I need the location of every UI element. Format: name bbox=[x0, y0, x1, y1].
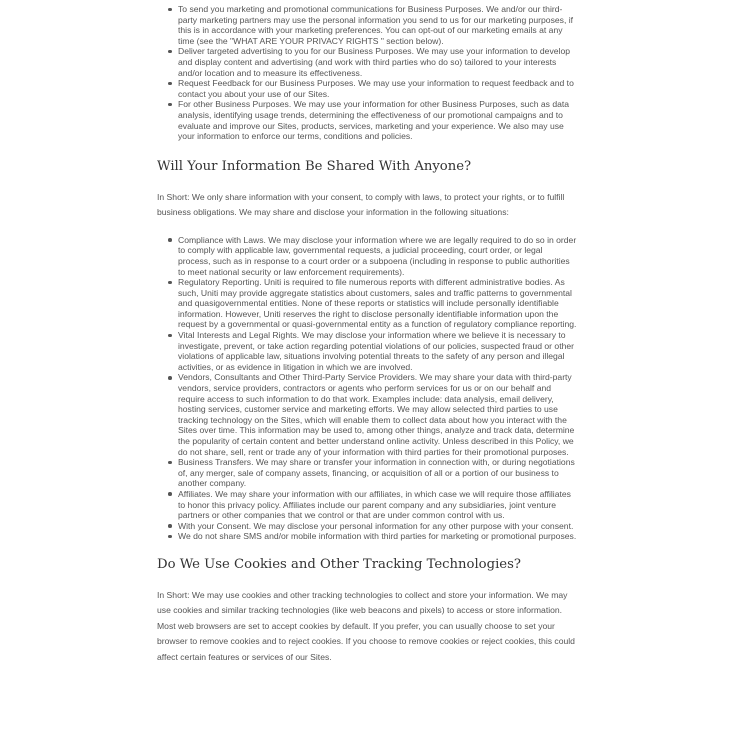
list-item: Vendors, Consultants and Other Third-Party Service Providers. We may share your data with third-party vendors, service providers, contractors or agents who perform services for us or on our behalf and require access to such information to do that work. Examples include: data analysis, email delivery, hosting services, customer service and marketing efforts. We may allow selected third parties to use tracking technology on the Sites, which will enable them to collect data about how you interact with the Sites over time. This information may be used to, among other things, analyze and track data, determine the popularity of certain content and better understand online activity. Unless described in this Policy, we do not share, sell, rent or trade any of your information with third parties for their promotional purposes. bbox=[178, 372, 577, 457]
policy-content bbox=[157, 4, 577, 665]
section-heading-shared: Will Your Information Be Shared With Anyone? bbox=[157, 158, 472, 174]
list-item: For other Business Purposes. We may use your information for other Business Purposes, such as data analysis, identifying usage trends, determining the effectiveness of our promotional campaigns and to evaluate and improve our Sites, products, services, marketing and your experience. We also may use your information to enforce our terms, conditions and policies. bbox=[178, 99, 577, 141]
business-purposes-list bbox=[157, 4, 577, 142]
list-item: We do not share SMS and/or mobile information with third parties for marketing or promotional purposes. bbox=[178, 531, 577, 542]
list-item: Deliver targeted advertising to you for our Business Purposes. We may use your information to develop and display content and advertising (and work with third parties who do so) tailored to your interests and/or location and to measure its effectiveness. bbox=[178, 46, 577, 78]
list-item: Affiliates. We may share your information with our affiliates, in which case we will require those affiliates to honor this privacy policy. Affiliates include our parent company and any subsidiaries, joint venture partners or other companies that we control or that are under common control with us. bbox=[178, 489, 577, 521]
list-item: With your Consent. We may disclose your personal information for any other purpose with your consent. bbox=[178, 521, 577, 532]
list-item: Regulatory Reporting. Uniti is required to file numerous reports with different administrative bodies. As such, Uniti may provide aggregate statistics about customers, sales and traffic patterns to governmental and quasigovernmental entities. None of these reports or statistics will include personally identifiable information. However, Uniti reserves the right to disclose personally identifiable information upon the request by a governmental or quasi-governmental entity as a function of regulatory compliance reporting. bbox=[178, 277, 577, 330]
list-item: To send you marketing and promotional communications for Business Purposes. We and/or our third-party marketing partners may use the personal information you send to us for our marketing purposes, if this is in accordance with your marketing preferences. You can opt-out of our marketing emails at any time (see the "WHAT ARE YOUR PRIVACY RIGHTS " section below). bbox=[178, 4, 577, 46]
sharing-situations-list bbox=[157, 235, 577, 542]
section-heading-cookies: Do We Use Cookies and Other Tracking Technologies? bbox=[157, 556, 521, 572]
section-body-cookies: In Short: We may use cookies and other tracking technologies to collect and store your information. We may use cookies and similar tracking technologies (like web beacons and pixels) to access or store information. Most web browsers are set to accept cookies by default. If you prefer, you can usually choose to set your browser to remove cookies and to reject cookies. If you choose to remove cookies or reject cookies, this could affect certain features or services of our Sites. bbox=[157, 589, 575, 662]
list-item: Request Feedback for our Business Purposes. We may use your information to request feedback and to contact you about your use of our Sites. bbox=[178, 78, 577, 99]
list-item: Business Transfers. We may share or transfer your information in connection with, or during negotiations of, any merger, sale of company assets, financing, or acquisition of all or a portion of our business to another company. bbox=[178, 457, 577, 489]
list-item: Compliance with Laws. We may disclose your information where we are legally required to do so in order to comply with applicable law, governmental requests, a judicial proceeding, court order, or legal process, such as in response to a court order or a subpoena (including in response to public authorities to meet national security or law enforcement requirements). bbox=[178, 234, 577, 277]
list-item: Vital Interests and Legal Rights. We may disclose your information where we believe it is necessary to investigate, prevent, or take action regarding potential violations of our policies, suspected fraud or other violations of applicable law, situations involving potential threats to the safety of any person and illegal activities, or as evidence in litigation in which we are involved. bbox=[178, 330, 577, 372]
section-intro-shared: In Short: We only share information with your consent, to comply with laws, to protect your rights, or to fulfill business obligations. We may share and disclose your information in the following situations: bbox=[157, 191, 565, 218]
